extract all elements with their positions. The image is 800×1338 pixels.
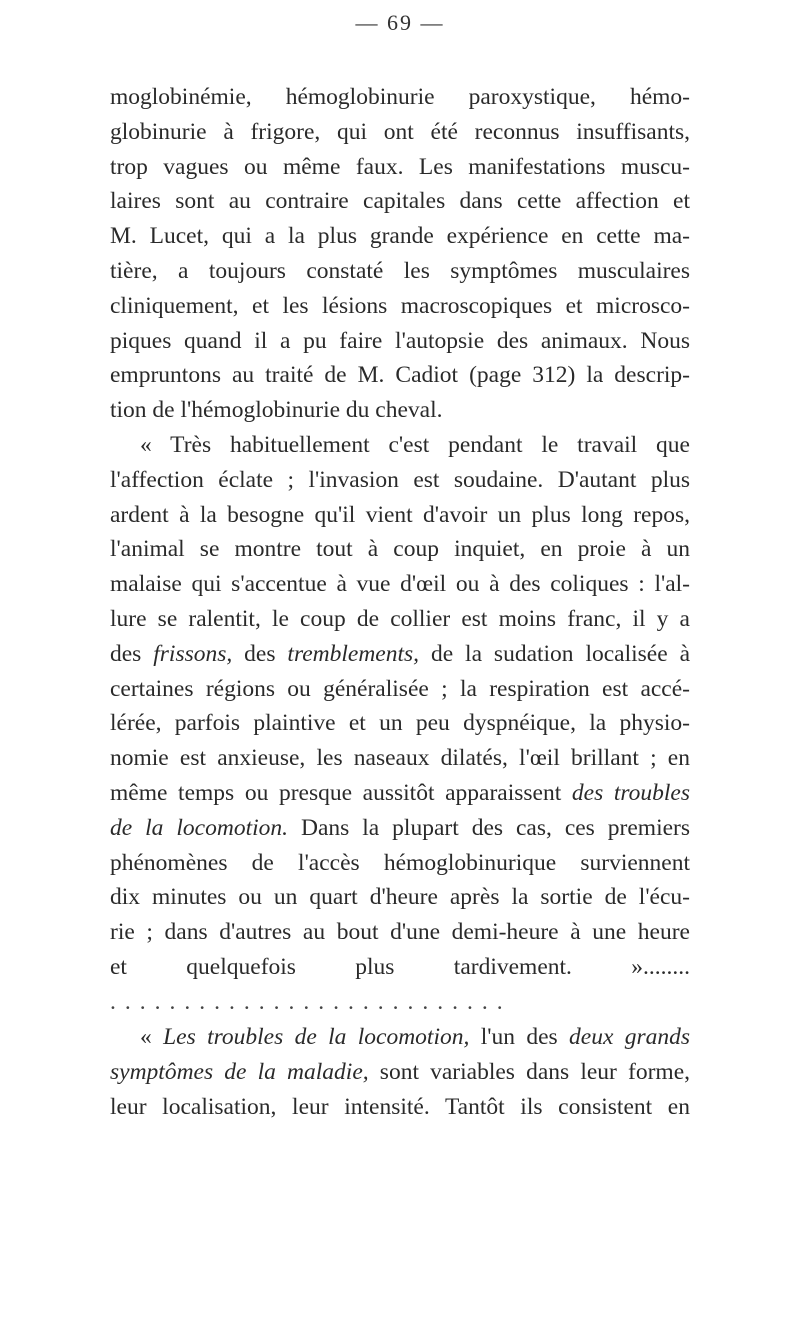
text-line: tière, a toujours constaté les symptômes musculaires bbox=[110, 257, 690, 284]
ellipsis-separator bbox=[110, 985, 690, 1020]
italic-term: deux grands bbox=[569, 1024, 690, 1050]
text-line: leur localisation, leur intensité. Tantôt ils consistent en bbox=[110, 1093, 690, 1120]
text-run: des bbox=[232, 640, 288, 667]
text-line: piques quand il a pu faire l'autopsie des animaux. Nous bbox=[110, 327, 690, 354]
text-line: laires sont au contraire capitales dans cette affection et bbox=[110, 188, 690, 215]
text-line bbox=[110, 1020, 690, 1055]
text-line: et quelquefois plus tardivement. »........ bbox=[110, 953, 690, 980]
text-run: des bbox=[110, 640, 154, 667]
text-line: l'affection éclate ; l'invasion est soudaine. D'autant plus bbox=[110, 466, 690, 493]
text-line: tion de l'hémoglobinurie du cheval. bbox=[110, 397, 443, 424]
italic-term: symptômes de la maladie, bbox=[110, 1058, 369, 1085]
text-line: globinurie à frigore, qui ont été reconnus insuffisants, bbox=[110, 118, 690, 145]
text-line: certaines régions ou généralisée ; la respiration est accé- bbox=[110, 675, 690, 702]
text-line: rie ; dans d'autres au bout d'une demi-heure à une heure bbox=[110, 919, 690, 946]
text-line: moglobinémie, hémoglobinurie paroxystique, hémo- bbox=[110, 84, 690, 110]
text-line: ardent à la besogne qu'il vient d'avoir un plus long repos, bbox=[110, 501, 690, 528]
text-run: Dans la plupart des cas, ces premiers bbox=[288, 814, 690, 841]
dots-row: ........................... bbox=[110, 989, 512, 1015]
paragraph-quotation bbox=[110, 428, 690, 985]
italic-term: Les troubles de la locomotion, bbox=[163, 1024, 470, 1050]
text-line: dix minutes ou un quart d'heure après la sortie de l'écu- bbox=[110, 884, 690, 911]
page-number: — 69 — bbox=[355, 10, 445, 35]
text-run: l'un des bbox=[469, 1024, 570, 1050]
text-line bbox=[110, 1055, 690, 1090]
text-line: empruntons au traité de M. Cadiot (page 312) la descrip- bbox=[110, 362, 690, 389]
text-line: nomie est anxieuse, les naseaux dilatés, l'œil brillant ; en bbox=[110, 745, 690, 772]
italic-term: des troubles bbox=[571, 779, 690, 806]
text-line: malaise qui s'accentue à vue d'œil ou à des coliques : l'al- bbox=[110, 571, 690, 598]
text-run: même temps ou presque aussitôt apparaissent bbox=[110, 779, 572, 806]
paragraph-intro bbox=[110, 80, 690, 428]
text-line bbox=[110, 811, 690, 846]
text-line: l'animal se montre tout à coup inquiet, en proie à un bbox=[110, 536, 690, 563]
text-line: lure se ralentit, le coup de collier est moins franc, il y a bbox=[110, 605, 690, 632]
text-line: M. Lucet, qui a la plus grande expérience en cette ma- bbox=[110, 223, 690, 250]
italic-term: frissons, bbox=[153, 640, 233, 667]
paragraph-continuation bbox=[110, 1020, 690, 1124]
italic-term: de la locomotion. bbox=[110, 814, 289, 841]
italic-term: tremblements, bbox=[287, 640, 420, 667]
text-line: cliniquement, et les lésions macroscopiques et microsco- bbox=[110, 292, 690, 319]
text-run: de la sudation localisée à bbox=[419, 640, 690, 667]
text-line bbox=[110, 637, 690, 672]
text-run: sont variables dans leur forme, bbox=[368, 1058, 690, 1085]
text-line: phénomènes de l'accès hémoglobinurique surviennent bbox=[110, 849, 690, 876]
text-line: lérée, parfois plaintive et un peu dyspnéique, la physio- bbox=[110, 710, 690, 737]
text-line: trop vagues ou même faux. Les manifestations muscu- bbox=[110, 153, 690, 180]
text-line: « Très habituellement c'est pendant le travail que bbox=[140, 432, 690, 458]
text-line bbox=[110, 776, 690, 811]
text-run: « bbox=[140, 1024, 164, 1050]
